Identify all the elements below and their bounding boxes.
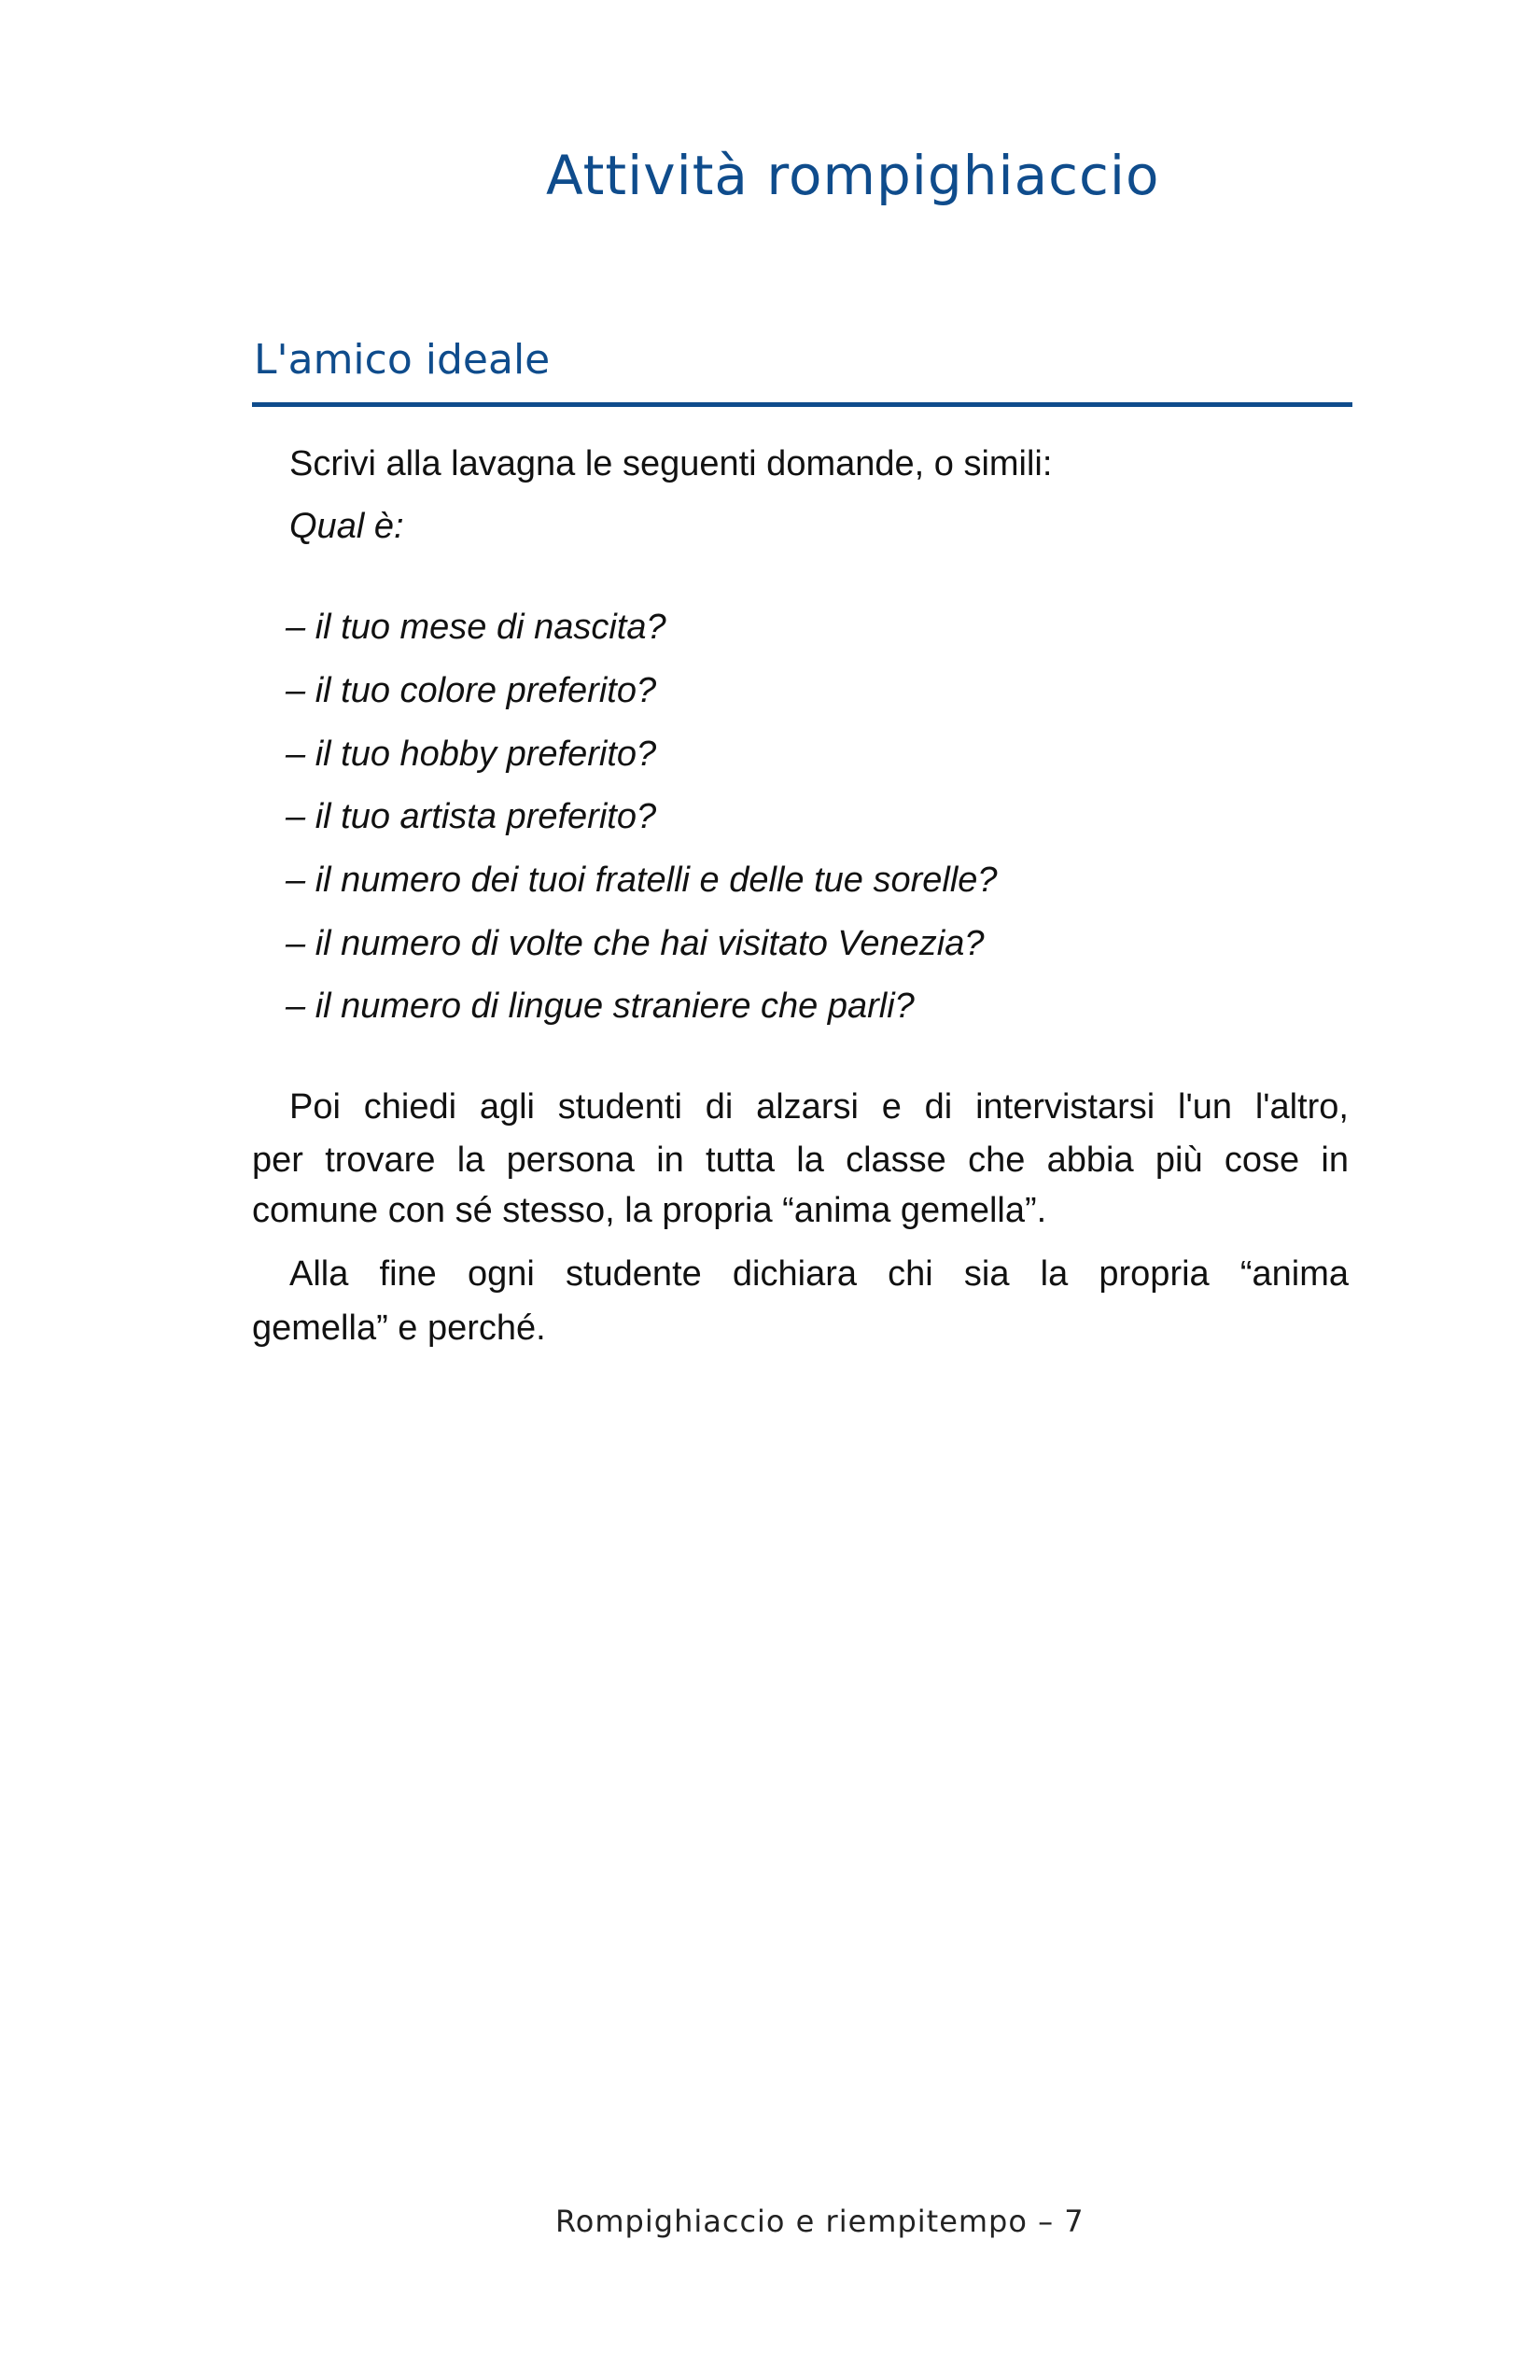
question-lead: Qual è: (289, 507, 404, 546)
question-item: – il tuo artista preferito? (286, 797, 657, 836)
question-item: – il tuo mese di nascita? (286, 608, 666, 647)
paragraph-line: gemella” e perché. (252, 1309, 546, 1348)
intro-text: Scrivi alla lavagna le seguenti domande, o simili: (289, 444, 1053, 483)
question-item: – il tuo colore preferito? (286, 671, 657, 710)
page-title: Attività rompighiaccio (546, 144, 1160, 207)
section-divider (252, 402, 1352, 407)
question-item: – il numero dei tuoi fratelli e delle tue sorelle? (286, 861, 998, 900)
paragraph-line: per trovare la persona in tutta la classe che abbia più cose in (252, 1141, 1349, 1180)
paragraph-line: comune con sé stesso, la propria “anima gemella”. (252, 1191, 1047, 1230)
section-heading: L'amico ideale (254, 336, 551, 384)
page-footer: Rompighiaccio e riempitempo – 7 (555, 2204, 1085, 2239)
question-item: – il numero di volte che hai visitato Venezia? (286, 924, 985, 963)
paragraph-line: Poi chiedi agli studenti di alzarsi e di intervistarsi l'un l'altro, (289, 1087, 1349, 1127)
question-item: – il tuo hobby preferito? (286, 735, 657, 774)
question-item: – il numero di lingue straniere che parli? (286, 987, 915, 1026)
paragraph-line: Alla fine ogni studente dichiara chi sia la propria “anima (289, 1254, 1349, 1294)
